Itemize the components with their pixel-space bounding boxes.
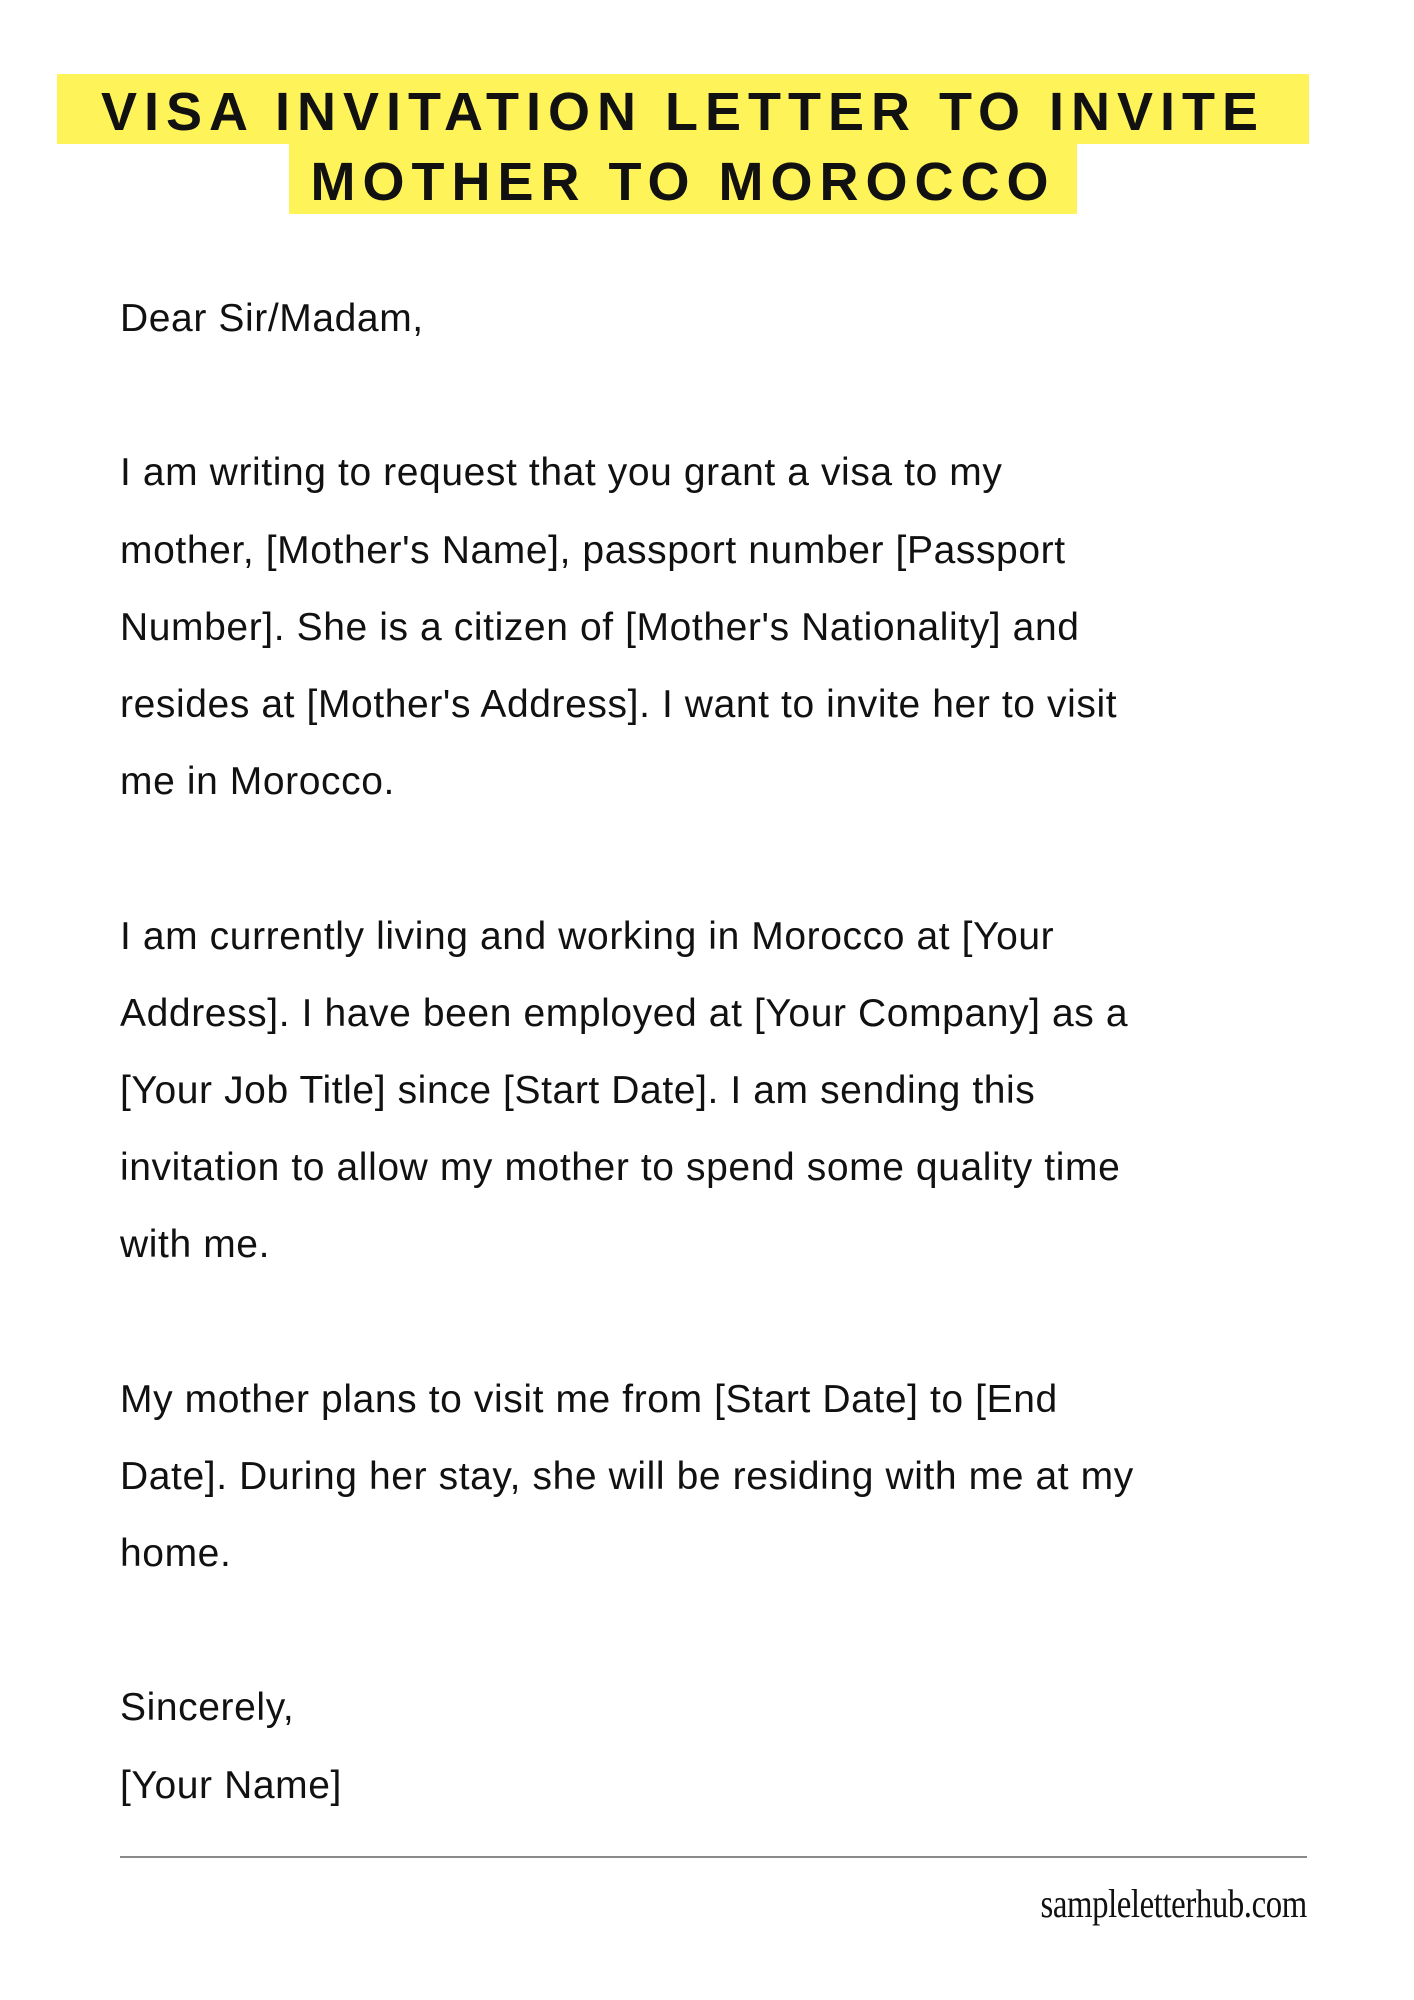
footer-site-name: sampleletterhub.com: [1040, 1881, 1307, 1926]
letter-body: [120, 280, 1134, 1824]
paragraph-line: [Your Job Title] since [Start Date]. I am sending this: [120, 1068, 1036, 1112]
paragraph-line: Number]. She is a citizen of [Mother's Nationality] and: [120, 605, 1080, 649]
paragraph-1: [120, 434, 1134, 820]
paragraph-line: I am currently living and working in Morocco at [Your: [120, 914, 1055, 958]
paragraph-line: mother, [Mother's Name], passport number [Passport: [120, 528, 1066, 572]
paragraph-line: Address]. I have been employed at [Your Company] as a: [120, 991, 1129, 1035]
paragraph-line: home.: [120, 1532, 232, 1575]
paragraph-2: [120, 898, 1134, 1284]
paragraph-line: My mother plans to visit me from [Start Date] to [End: [120, 1377, 1058, 1421]
paragraph-line: me in Morocco.: [120, 760, 395, 804]
title-line-2: MOTHER TO MOROCCO: [289, 144, 1077, 214]
paragraph-line: with me.: [120, 1223, 271, 1267]
paragraph-line: resides at [Mother's Address]. I want to invite her to visit: [120, 682, 1118, 726]
footer-divider: [120, 1856, 1307, 1858]
signature: [Your Name]: [120, 1763, 342, 1807]
paragraph-line: Date]. During her stay, she will be residing with me at my: [120, 1454, 1134, 1498]
title-line-1: VISA INVITATION LETTER TO INVITE: [57, 74, 1309, 144]
paragraph-line: invitation to allow my mother to spend some quality time: [120, 1146, 1121, 1190]
salutation: Dear Sir/Madam,: [120, 297, 424, 340]
paragraph-line: I am writing to request that you grant a visa to my: [120, 451, 1003, 495]
paragraph-3: [120, 1361, 1134, 1593]
closing: Sincerely,: [120, 1686, 295, 1730]
